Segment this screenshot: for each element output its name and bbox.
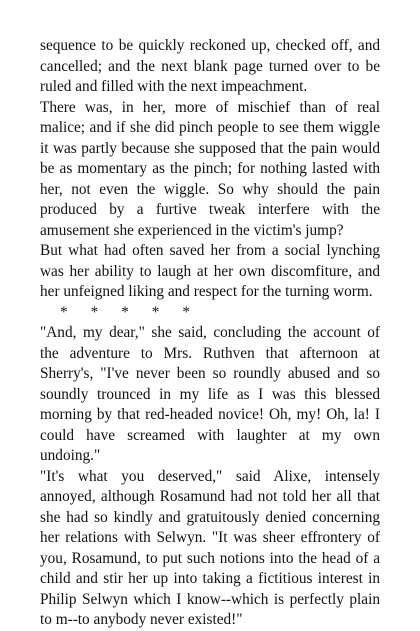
paragraph: sequence to be quickly reckoned up, checked off, and cancelled; and the next blank page turned over to be ruled and filled with the next impeachment.	[40, 37, 380, 95]
paragraph: There was, in her, more of mischief than of real malice; and if she did pinch people to see them wiggle it was partly because she supposed that the pain would be as momentary as the pinch; for nothing lasted with her, not even the wiggle. So why should the pain produced by a furtive tweak interfere with the amusement she experienced in the victim's jump?	[40, 98, 380, 239]
paragraph: "It's what you deserved," said Alixe, intensely annoyed, although Rosamund had not told her all that she had so kindly and gratuitously denied concerning her relations with Selwyn. "It was sheer effrontery of you, Rosamund, to put such notions into the head of a child and stir her up into taking a fictitious interest in Philip Selwyn which I know--which is perfectly plain to m--to anybody never existed!"	[40, 467, 380, 628]
paragraph: But what had often saved her from a social lynching was her ability to laugh at her own discomfiture, and her unfeigned liking and respect for the turning worm.	[40, 242, 380, 300]
section-separator: * * * * *	[60, 303, 191, 321]
page-text	[40, 36, 380, 631]
paragraph: "And, my dear," she said, concluding the account of the adventure to Mrs. Ruthven that afternoon at Sherry's, "I've never been so roundly abused and so soundly trounced in my life as I was this blessed morning by that red-headed novice! Oh, my! Oh, la! I could have screamed with laughter at my own undoing."	[40, 324, 380, 464]
